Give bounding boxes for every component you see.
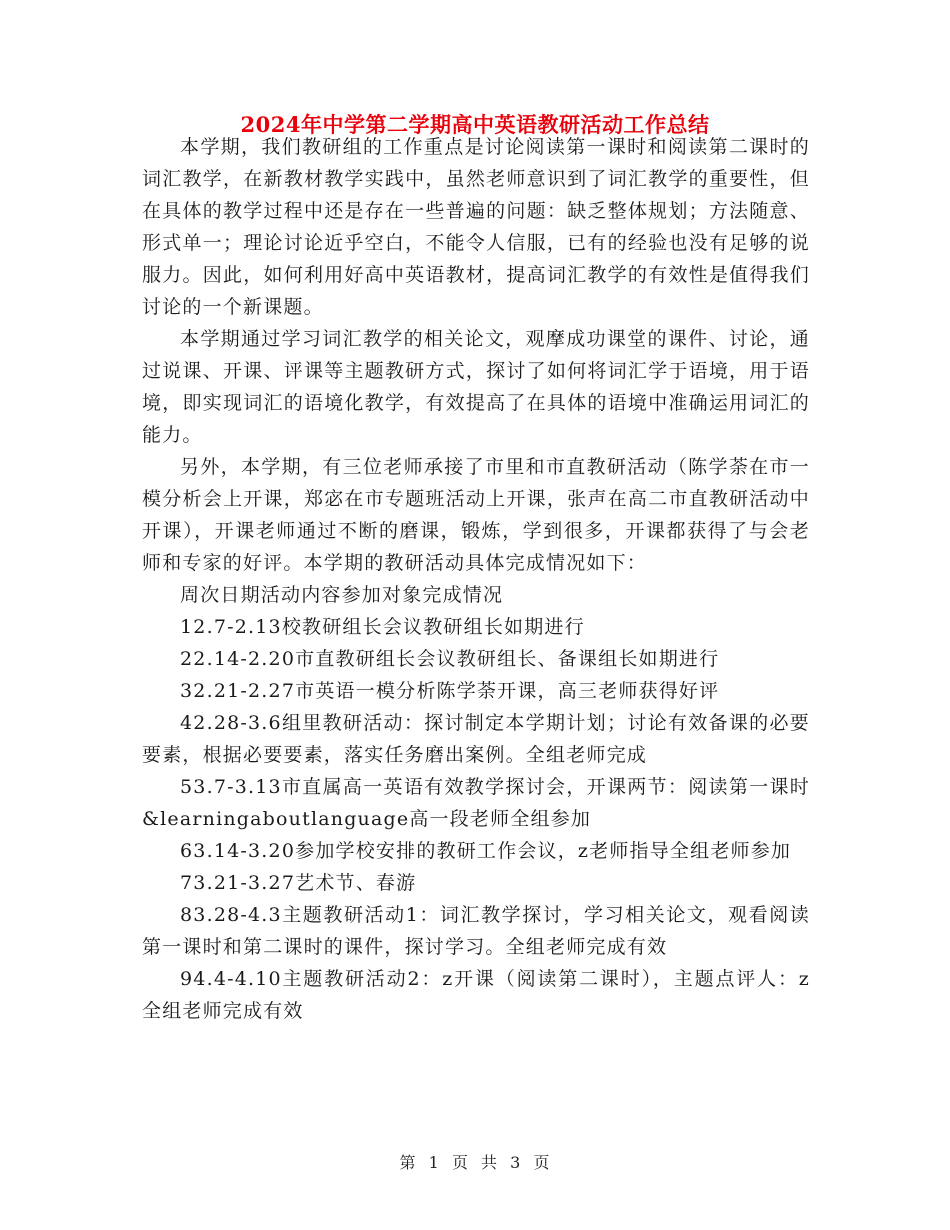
page-footer: [0, 1152, 950, 1174]
page-title: 2024年中学第二学期高中英语教研活动工作总结: [240, 112, 710, 137]
schedule-header: 周次日期活动内容参加对象完成情况: [180, 584, 504, 606]
schedule-row: 83.28-4.3主题教研活动1：词汇教学探讨，学习相关论文，观看阅读第一课时和第二课时的课件，探讨学习。全组老师完成有效: [142, 904, 810, 958]
paragraph: 本学期，我们教研组的工作重点是讨论阅读第一课时和阅读第二课时的词汇教学，在新教材教学实践中，虽然老师意识到了词汇教学的重要性，但在具体的教学过程中还是存在一些普遍的问题：缺乏整体规划；方法随意、形式单一；理论讨论近乎空白，不能令人信服，已有的经验也没有足够的说服力。因此，如何利用好高中英语教材，提高词汇教学的有效性是值得我们讨论的一个新课题。: [142, 136, 810, 318]
footer-prefix: 第: [399, 1153, 417, 1172]
schedule-row: 73.21-3.27艺术节、春游: [180, 872, 417, 894]
schedule-row: 22.14-2.20市直教研组长会议教研组长、备课组长如期进行: [180, 648, 720, 670]
schedule-row: 12.7-2.13校教研组长会议教研组长如期进行: [180, 616, 585, 638]
schedule-row: 63.14-3.20参加学校安排的教研工作会议，z老师指导全组老师参加: [180, 840, 792, 862]
footer-page-number: 1: [428, 1153, 440, 1172]
footer-total-word: 共: [481, 1153, 499, 1172]
schedule-row: 94.4-4.10主题教研活动2：z开课（阅读第二课时），主题点评人：z全组老师完成有效: [142, 968, 810, 1022]
paragraph: 本学期通过学习词汇教学的相关论文，观摩成功课堂的课件、讨论，通过说课、开课、评课等主题教研方式，探讨了如何将词汇学于语境，用于语境，即实现词汇的语境化教学，有效提高了在具体的语境中准确运用词汇的能力。: [142, 328, 810, 446]
footer-page-word: 页: [451, 1153, 469, 1172]
schedule-row: 42.28-3.6组里教研活动：探讨制定本学期计划；讨论有效备课的必要要素，根据必要要素，落实任务磨出案例。全组老师完成: [142, 712, 810, 766]
document-body: [142, 131, 810, 1027]
footer-suffix: 页: [533, 1153, 551, 1172]
schedule-row: 53.7-3.13市直属高一英语有效教学探讨会，开课两节：阅读第一课时&learningaboutlanguage高一段老师全组参加: [142, 776, 810, 830]
footer-total-pages: 3: [510, 1153, 522, 1172]
schedule-row: 32.21-2.27市英语一模分析陈学荼开课，高三老师获得好评: [180, 680, 720, 702]
paragraph: 另外，本学期，有三位老师承接了市里和市直教研活动（陈学荼在市一模分析会上开课，郑宓在市专题班活动上开课，张声在高二市直教研活动中开课），开课老师通过不断的磨课，锻炼，学到很多，开课都获得了与会老师和专家的好评。本学期的教研活动具体完成情况如下：: [142, 456, 810, 574]
